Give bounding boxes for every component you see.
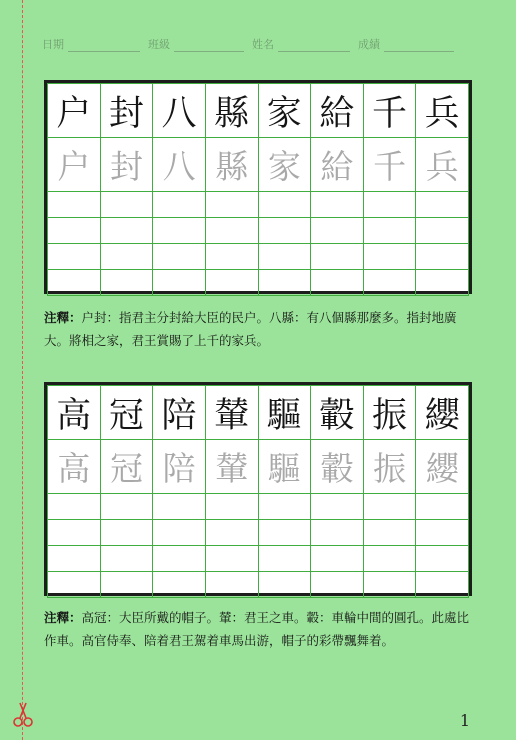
model-char: 驅 [258,386,311,440]
blank-cell[interactable] [205,520,258,546]
blank-cell[interactable] [311,494,364,520]
blank-cell[interactable] [363,572,416,598]
blank-cell[interactable] [48,546,101,572]
blank-cell[interactable] [363,270,416,296]
blank-cell[interactable] [311,520,364,546]
model-char: 振 [363,386,416,440]
blank-cell[interactable] [311,218,364,244]
blank-cell[interactable] [153,244,206,270]
blank-row [48,244,469,270]
trace-char[interactable]: 高 [48,440,101,494]
blank-cell[interactable] [311,192,364,218]
blank-cell[interactable] [416,218,469,244]
blank-cell[interactable] [416,494,469,520]
model-char: 兵 [416,84,469,138]
note-text: 户封：指君主分封給大臣的民户。八縣：有八個縣那麼多。指封地廣大。將相之家，君王賞賜了上千的家兵。 [44,310,457,348]
blank-cell[interactable] [48,244,101,270]
blank-row [48,546,469,572]
blank-cell[interactable] [311,270,364,296]
blank-row [48,270,469,296]
note-label: 注釋： [44,310,82,325]
model-char: 給 [311,84,364,138]
trace-row [48,138,469,192]
blank-cell[interactable] [100,270,153,296]
model-char: 陪 [153,386,206,440]
blank-cell[interactable] [416,546,469,572]
name-label: 姓名 [252,38,274,51]
trace-char[interactable]: 驅 [258,440,311,494]
trace-char[interactable]: 冠 [100,440,153,494]
trace-char[interactable]: 輦 [205,440,258,494]
model-row [48,386,469,440]
blank-cell[interactable] [100,546,153,572]
blank-cell[interactable] [153,192,206,218]
cut-line [22,0,23,740]
blank-cell[interactable] [311,546,364,572]
blank-cell[interactable] [363,192,416,218]
blank-cell[interactable] [205,546,258,572]
trace-char[interactable]: 縣 [205,138,258,192]
blank-cell[interactable] [153,270,206,296]
page-number: 1 [459,711,470,730]
trace-row [48,440,469,494]
model-char: 冠 [100,386,153,440]
blank-cell[interactable] [258,192,311,218]
blank-cell[interactable] [100,494,153,520]
blank-cell[interactable] [153,520,206,546]
note-label: 注釋： [44,610,82,625]
blank-row [48,572,469,598]
blank-cell[interactable] [48,494,101,520]
blank-cell[interactable] [258,270,311,296]
blank-cell[interactable] [153,494,206,520]
blank-cell[interactable] [416,270,469,296]
model-char: 轂 [311,386,364,440]
grade-field[interactable] [358,36,454,52]
blank-cell[interactable] [153,218,206,244]
model-char: 纓 [416,386,469,440]
blank-row [48,192,469,218]
model-char: 高 [48,386,101,440]
model-char: 縣 [205,84,258,138]
blank-cell[interactable] [48,270,101,296]
model-char: 千 [363,84,416,138]
blank-row [48,520,469,546]
blank-cell[interactable] [363,546,416,572]
blank-cell[interactable] [363,244,416,270]
blank-cell[interactable] [416,244,469,270]
blank-cell[interactable] [48,192,101,218]
blank-cell[interactable] [48,218,101,244]
blank-cell[interactable] [258,546,311,572]
trace-char[interactable]: 兵 [416,138,469,192]
trace-char[interactable]: 封 [100,138,153,192]
blank-cell[interactable] [416,520,469,546]
blank-cell[interactable] [416,192,469,218]
model-row [48,84,469,138]
blank-cell[interactable] [258,244,311,270]
scissors-icon [12,700,34,728]
annotation-2 [44,606,476,652]
trace-char[interactable]: 八 [153,138,206,192]
trace-char[interactable]: 纓 [416,440,469,494]
blank-cell[interactable] [363,494,416,520]
trace-char[interactable]: 户 [48,138,101,192]
blank-cell[interactable] [153,572,206,598]
blank-cell[interactable] [258,572,311,598]
trace-char[interactable]: 陪 [153,440,206,494]
trace-char[interactable]: 家 [258,138,311,192]
blank-cell[interactable] [153,546,206,572]
note-text: 高冠：大臣所戴的帽子。輦：君王之車。轂：車輪中間的圓孔。此處比作車。高官侍奉、陪着君王駕着車馬出游，帽子的彩帶飄舞着。 [44,610,470,648]
model-char: 家 [258,84,311,138]
class-field[interactable] [148,36,244,52]
model-char: 户 [48,84,101,138]
blank-cell[interactable] [205,218,258,244]
trace-char[interactable]: 轂 [311,440,364,494]
practice-grid-1 [44,80,472,294]
blank-cell[interactable] [100,192,153,218]
blank-cell[interactable] [100,218,153,244]
practice-grid-2 [44,382,472,596]
model-char: 封 [100,84,153,138]
date-label: 日期 [42,38,64,51]
blank-cell[interactable] [258,520,311,546]
blank-cell[interactable] [205,192,258,218]
worksheet-header [42,36,486,52]
annotation-1 [44,306,476,352]
trace-char[interactable]: 千 [363,138,416,192]
blank-cell[interactable] [100,244,153,270]
blank-row [48,218,469,244]
blank-cell[interactable] [363,520,416,546]
trace-char[interactable]: 給 [311,138,364,192]
trace-char[interactable]: 振 [363,440,416,494]
grade-label: 成績 [358,38,380,51]
blank-cell[interactable] [363,218,416,244]
name-field[interactable] [252,36,350,52]
blank-cell[interactable] [311,572,364,598]
blank-cell[interactable] [48,572,101,598]
blank-cell[interactable] [100,520,153,546]
model-char: 八 [153,84,206,138]
blank-cell[interactable] [100,572,153,598]
blank-cell[interactable] [205,494,258,520]
blank-cell[interactable] [311,244,364,270]
blank-cell[interactable] [205,270,258,296]
blank-cell[interactable] [258,494,311,520]
blank-cell[interactable] [205,244,258,270]
blank-cell[interactable] [48,520,101,546]
blank-cell[interactable] [416,572,469,598]
blank-row [48,494,469,520]
class-label: 班級 [148,38,170,51]
blank-cell[interactable] [205,572,258,598]
date-field[interactable] [42,36,140,52]
model-char: 輦 [205,386,258,440]
blank-cell[interactable] [258,218,311,244]
